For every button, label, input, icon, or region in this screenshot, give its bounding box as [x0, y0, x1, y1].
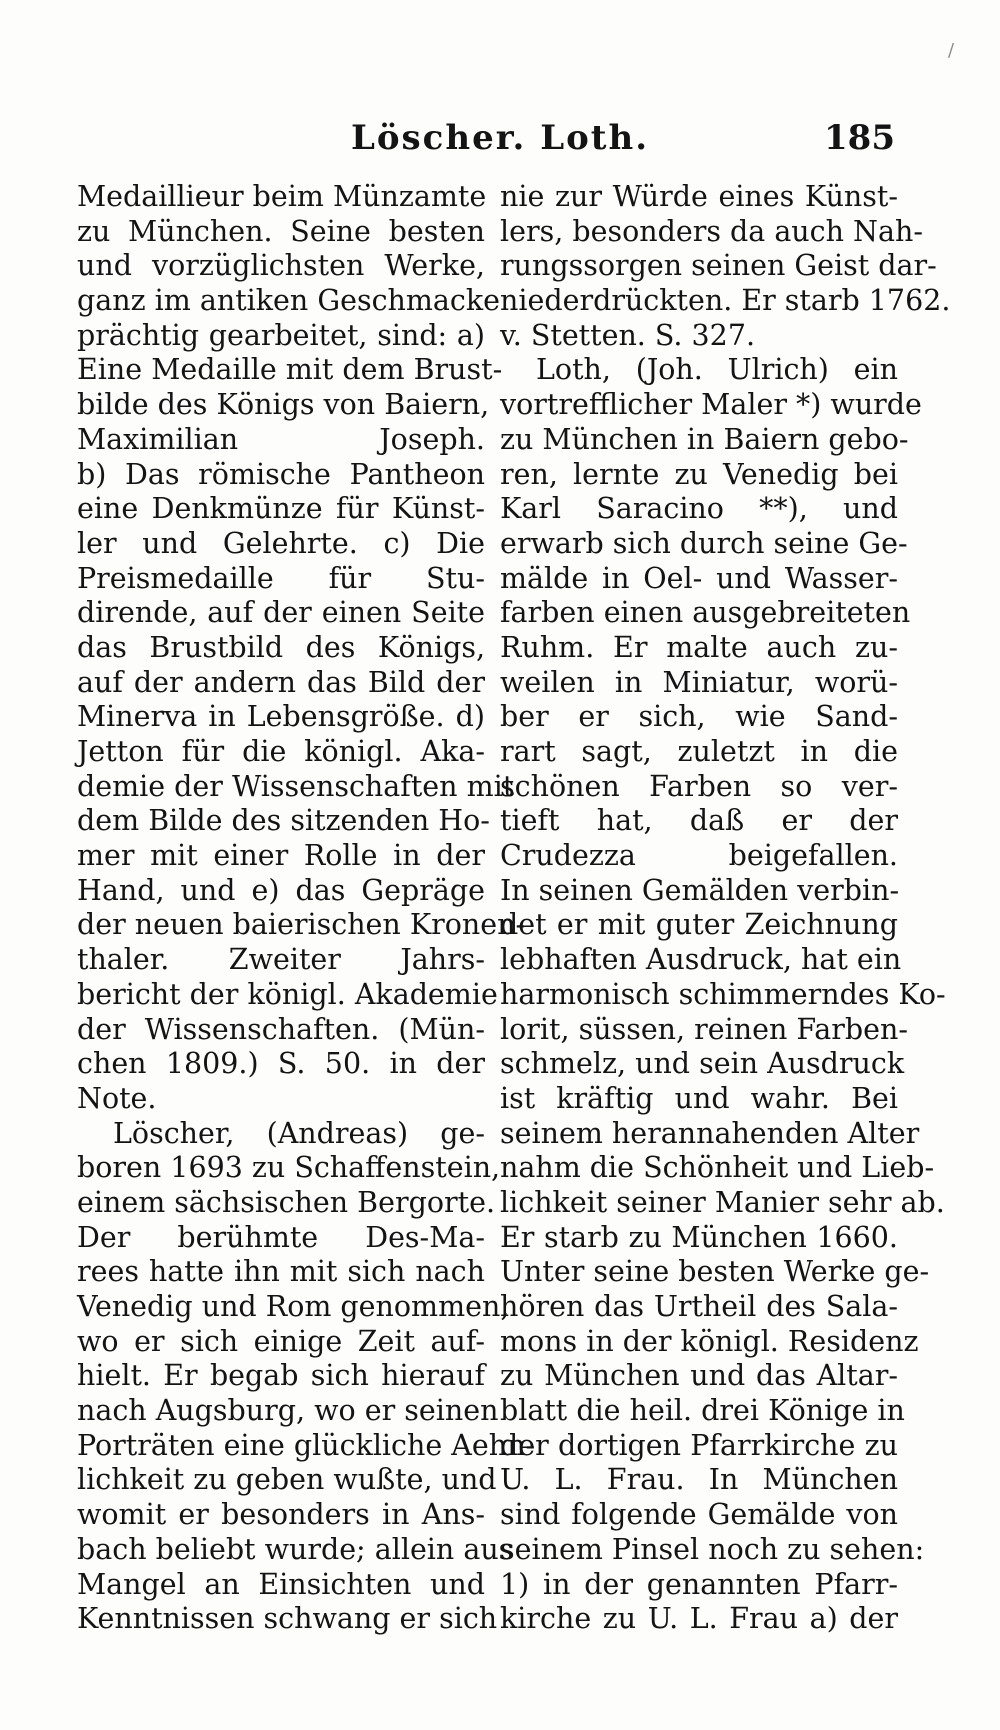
text-line: Jetton für die königl. Aka-: [77, 735, 485, 768]
text-line: Er starb zu München 1660.: [500, 1220, 898, 1254]
text-line: und vorzüglichsten Werke,: [77, 249, 485, 283]
text-line: nie zur Würde eines Künst-: [500, 180, 898, 213]
text-line: wo er sich einige Zeit auf-: [77, 1324, 485, 1358]
text-line: Preismedaille für Stu-: [77, 561, 485, 595]
text-line: demie der Wissenschaften mit: [77, 769, 515, 803]
text-line: blatt die heil. drei Könige in: [500, 1394, 905, 1428]
text-line: b) Das römische Pantheon: [77, 457, 485, 491]
text-line: auf der andern das Bild der: [77, 665, 485, 699]
text-line: schmelz, und sein Ausdruck: [500, 1047, 905, 1081]
text-line: Ruhm. Er malte auch zu-: [500, 630, 898, 664]
text-line: bach beliebt wurde; allein aus: [77, 1532, 514, 1566]
left-text-column: [77, 180, 536, 1637]
text-line: Note.: [77, 1081, 157, 1115]
text-line: kirche zu U. L. Frau a) der: [500, 1602, 898, 1636]
text-line: Kenntnissen schwang er sich: [77, 1602, 498, 1636]
text-line: der Wissenschaften. (Mün-: [77, 1012, 485, 1046]
text-line: mer mit einer Rolle in der: [77, 839, 485, 873]
text-line: bericht der königl. Akademie: [77, 977, 498, 1011]
text-line: Löscher, (Andreas) ge-: [113, 1116, 485, 1150]
text-line: Medaillieur beim Münzamte: [77, 180, 487, 213]
text-line: zu München und das Altar-: [500, 1359, 898, 1393]
text-line: ber er sich, wie Sand-: [500, 700, 898, 734]
text-line: der dortigen Pfarrkirche zu: [500, 1428, 898, 1462]
text-line: Minerva in Lebensgröße. d): [77, 700, 485, 734]
text-line: lebhaften Ausdruck, hat ein: [500, 943, 902, 977]
text-line: womit er besonders in Ans-: [77, 1498, 485, 1532]
text-line: zu München. Seine besten: [77, 214, 485, 248]
text-line: sind folgende Gemälde von: [500, 1498, 898, 1532]
text-line: farben einen ausgebreiteten: [500, 596, 911, 630]
text-line: lorit, süssen, reinen Farben-: [500, 1012, 908, 1046]
text-line: v. Stetten. S. 327.: [500, 318, 756, 352]
right-text-column: [500, 180, 951, 1637]
text-line: seinem herannahenden Alter: [500, 1116, 920, 1150]
text-line: Unter seine besten Werke ge-: [500, 1255, 930, 1289]
text-line: det er mit guter Zeichnung: [500, 908, 898, 942]
text-line: dem Bilde des sitzenden Ho-: [77, 804, 490, 838]
text-line: Crudezza beigefallen.: [500, 839, 898, 873]
text-line: Porträten eine glückliche Aehn-: [77, 1428, 536, 1462]
text-line: lichkeit zu geben wußte, und: [77, 1463, 497, 1497]
text-line: rart sagt, zuletzt in die: [500, 735, 898, 768]
text-line: ist kräftig und wahr. Bei: [500, 1081, 898, 1115]
text-line: chen 1809.) S. 50. in der: [77, 1047, 485, 1081]
text-line: seinem Pinsel noch zu sehen:: [500, 1532, 925, 1566]
text-line: dirende, auf der einen Seite: [77, 596, 485, 630]
text-line: der neuen baierischen Kronen-: [77, 908, 526, 942]
text-line: nach Augsburg, wo er seinen: [77, 1394, 499, 1428]
text-line: rees hatte ihn mit sich nach: [77, 1255, 485, 1289]
text-line: Karl Saracino **), und: [500, 492, 898, 526]
text-line: schönen Farben so ver-: [500, 769, 898, 803]
page-number: 185: [824, 118, 895, 158]
text-line: ren, lernte zu Venedig bei: [500, 457, 898, 491]
text-line: hören das Urtheil des Sala-: [500, 1290, 898, 1323]
text-line: prächtig gearbeitet, sind: a): [77, 318, 485, 352]
text-line: harmonisch schimmerndes Ko-: [500, 977, 946, 1011]
running-header: Löscher. Loth.: [350, 118, 650, 158]
text-line: boren 1693 zu Schaffenstein,: [77, 1151, 501, 1185]
text-line: Maximilian Joseph.: [77, 422, 485, 456]
text-line: weilen in Miniatur, worü-: [500, 665, 898, 699]
text-line: ganz im antiken Geschmacke: [77, 284, 501, 318]
text-line: erwarb sich durch seine Ge-: [500, 526, 908, 560]
text-line: Mangel an Einsichten und: [77, 1567, 485, 1601]
margin-mark: /: [948, 40, 955, 61]
text-line: eine Denkmünze für Künst-: [77, 492, 485, 526]
text-line: rungssorgen seinen Geist dar-: [500, 249, 937, 283]
text-line: lers, besonders da auch Nah-: [500, 214, 923, 248]
text-line: mälde in Oel- und Wasser-: [500, 561, 898, 595]
text-line: das Brustbild des Königs,: [77, 630, 485, 664]
text-line: Venedig und Rom genommen,: [77, 1290, 510, 1323]
text-line: mons in der königl. Residenz: [500, 1324, 919, 1358]
text-line: 1) in der genannten Pfarr-: [500, 1567, 898, 1601]
text-line: niederdrückten. Er starb 1762.: [500, 284, 951, 318]
text-line: Hand, und e) das Gepräge: [77, 873, 485, 907]
text-line: nahm die Schönheit und Lieb-: [500, 1151, 935, 1185]
text-line: zu München in Baiern gebo-: [500, 422, 909, 456]
text-line: thaler. Zweiter Jahrs-: [77, 943, 485, 977]
text-line: ler und Gelehrte. c) Die: [77, 526, 485, 560]
text-line: Loth, (Joh. Ulrich) ein: [536, 353, 898, 387]
text-line: U. L. Frau. In München: [500, 1463, 898, 1497]
text-line: tieft hat, daß er der: [500, 804, 898, 838]
text-line: einem sächsischen Bergorte.: [77, 1185, 496, 1219]
text-line: bilde des Königs von Baiern,: [77, 388, 490, 422]
text-line: lichkeit seiner Manier sehr ab.: [500, 1185, 945, 1219]
text-line: vortrefflicher Maler *) wurde: [500, 388, 922, 422]
text-line: hielt. Er begab sich hierauf: [77, 1359, 485, 1393]
text-line: Der berühmte Des-Ma-: [77, 1220, 485, 1254]
text-line: In seinen Gemälden verbin-: [500, 873, 900, 907]
text-line: Eine Medaille mit dem Brust-: [77, 353, 503, 387]
